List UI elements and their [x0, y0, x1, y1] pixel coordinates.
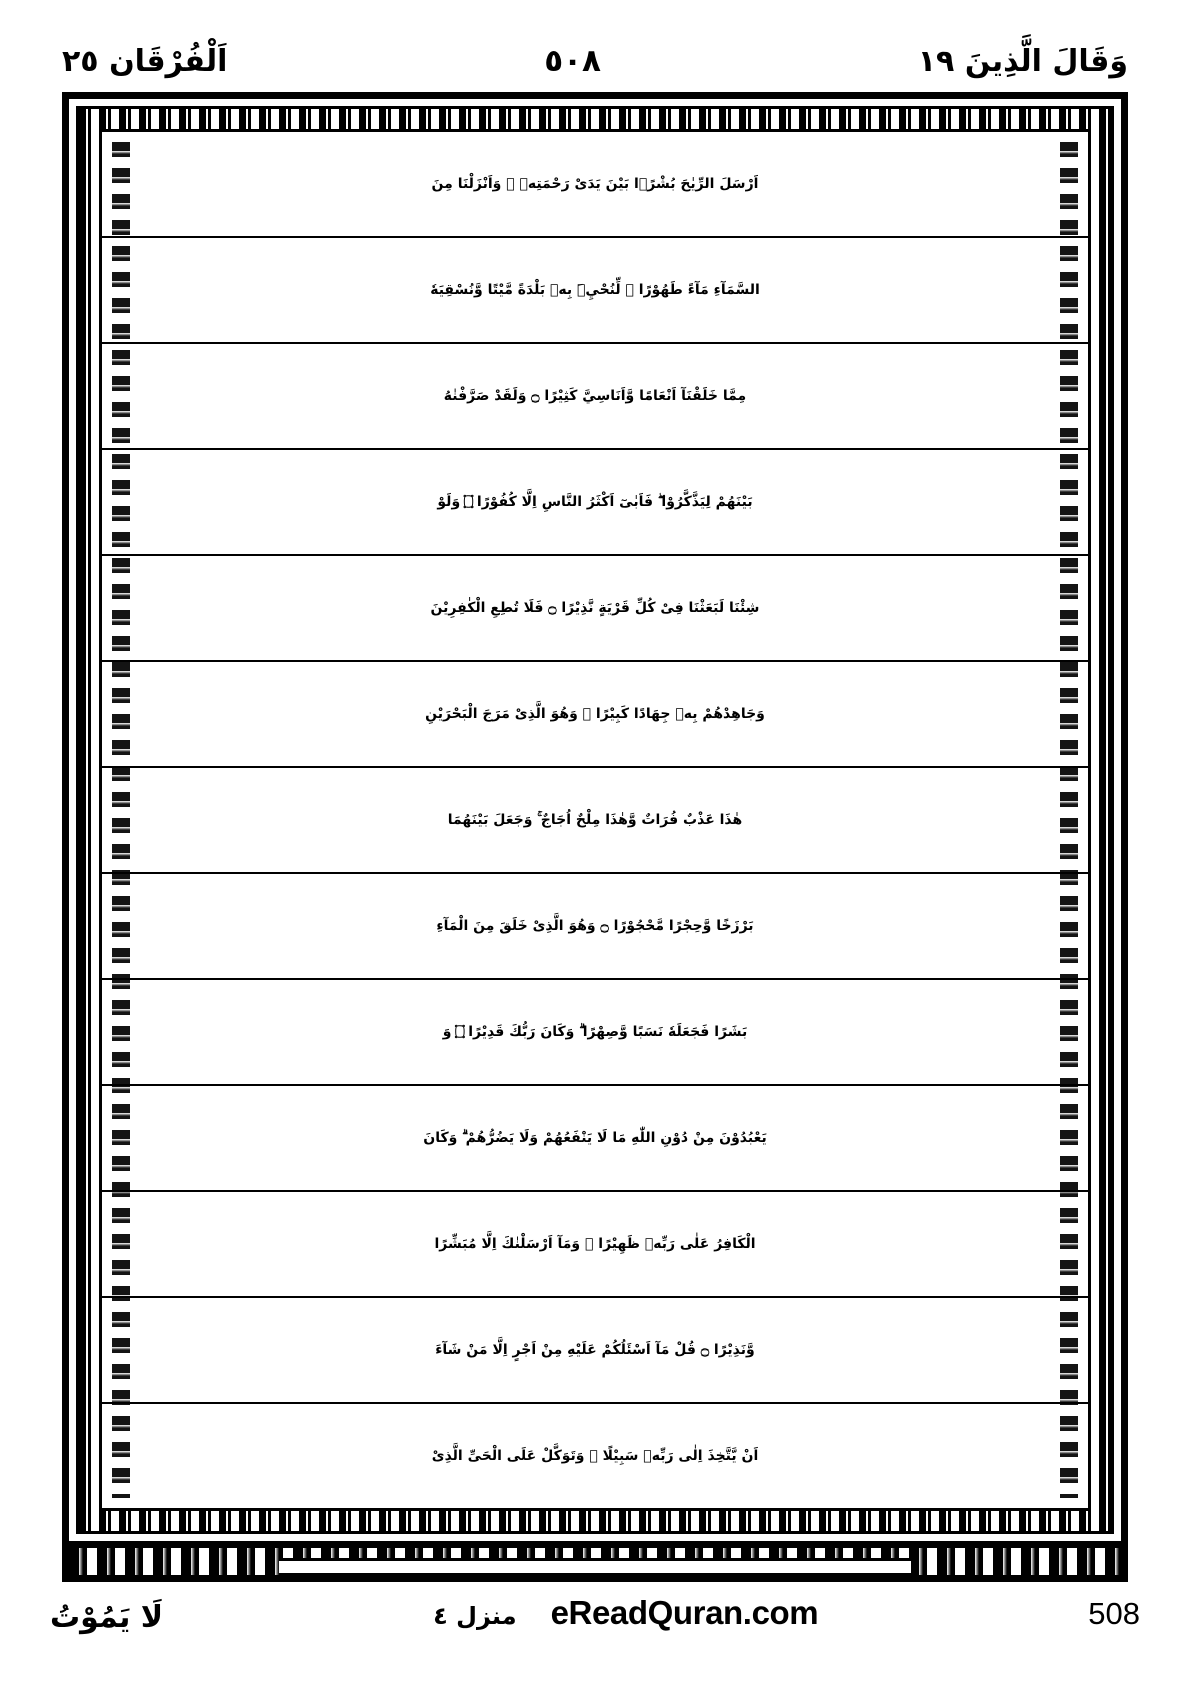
footer-center-group — [433, 1590, 818, 1632]
ayah-line-text: السَّمَآءِ مَآءً طَهُوْرًا ۙ لِّنُحْيِۦَ بِهٖ بَلْدَةً مَّيْتًا وَّنُسْقِيَهٗ — [430, 281, 760, 298]
ayah-line — [102, 662, 1088, 768]
ayah-line — [102, 1404, 1088, 1508]
ayah-line — [102, 556, 1088, 662]
header-page-number-arabic: ٥٠٨ — [544, 43, 601, 79]
ayah-line-text: بَرْزَخًا وَّحِجْرًا مَّحْجُوْرًا ۝ وَهُوَ الَّذِىْ خَلَقَ مِنَ الْمَآءِ — [436, 917, 754, 934]
ayah-line — [102, 1298, 1088, 1404]
ayah-line-text: يَعْبُدُوْنَ مِنْ دُوْنِ اللّٰهِ مَا لَا يَنْفَعُهُمْ وَلَا يَضُرُّهُمْ ۗ وَكَانَ — [423, 1129, 767, 1146]
ayah-line-list — [102, 132, 1088, 1508]
ayah-line-text: مِمَّا خَلَقْنَآ اَنْعَامًا وَّاَنَاسِيَّ كَثِيْرًا ۝ وَلَقَدْ صَرَّفْنٰهُ — [443, 387, 747, 404]
ayah-line — [102, 768, 1088, 874]
ayah-line — [102, 238, 1088, 344]
footer-page-number: 508 — [1088, 1596, 1140, 1631]
ayah-line-text: بَشَرًا فَجَعَلَهٗ نَسَبًا وَّصِهْرًا ۗ وَكَانَ رَبُّكَ قَدِيْرًا ۝ وَ — [442, 1023, 748, 1040]
surah-label: اَلْفُرْقَان ٢٥ — [62, 43, 228, 79]
ayah-line-text: شِئْنَا لَبَعَثْنَا فِىْ كُلِّ قَرْيَةٍ نَّذِيْرًا ۝ فَلَا تُطِعِ الْكٰفِرِيْنَ — [430, 599, 760, 616]
bottom-ornament-band — [62, 1548, 1128, 1582]
site-label: eReadQuran.com — [550, 1594, 819, 1631]
ayah-line-text: الْكَافِرُ عَلٰى رَبِّهٖ ظَهِيْرًا ۝ وَمَآ اَرْسَلْنٰكَ اِلَّا مُبَشِّرًا — [434, 1235, 756, 1252]
ayah-line-text: وَجَاهِدْهُمْ بِهٖ جِهَادًا كَبِيْرًا ۝ وَهُوَ الَّذِىْ مَرَجَ الْبَحْرَيْنِ — [425, 705, 765, 722]
ayah-line-text: وَّنَذِيْرًا ۝ قُلْ مَآ اَسْئَلُكُمْ عَلَيْهِ مِنْ اَجْرٍ اِلَّا مَنْ شَآءَ — [435, 1341, 755, 1358]
manzil-label: منزل ٤ — [433, 1602, 517, 1630]
text-frame-inner — [99, 129, 1091, 1511]
page-header — [62, 34, 1128, 88]
ayah-line — [102, 450, 1088, 556]
ayah-line — [102, 1192, 1088, 1298]
ayah-line-text: اَرْسَلَ الرِّيٰحَ بُشْرًۢا بَيْنَ يَدَىْ رَحْمَتِهٖ ۚ وَاَنْزَلْنَا مِنَ — [431, 175, 759, 192]
ayah-line-text: اَنْ يَّتَّخِذَ اِلٰى رَبِّهٖ سَبِيْلًا ۝ وَتَوَكَّلْ عَلَى الْحَىِّ الَّذِىْ — [431, 1447, 759, 1464]
continuation-text: لَا يَمُوْتُ — [50, 1600, 164, 1635]
ayah-line — [102, 344, 1088, 450]
ayah-line-text: بَيْنَهُمْ لِيَذَّكَّرُوْا ۖ فَاَبٰىٓ اَكْثَرُ النَّاسِ اِلَّا كُفُوْرًا ۝ وَلَوْ — [437, 493, 753, 510]
ayah-line — [102, 980, 1088, 1086]
juz-label: وَقَالَ الَّذِينَ ١٩ — [917, 43, 1128, 79]
ayah-line — [102, 1086, 1088, 1192]
ayah-line — [102, 132, 1088, 238]
text-frame-outer — [62, 92, 1128, 1548]
ayah-line — [102, 874, 1088, 980]
page-footer — [50, 1590, 1140, 1670]
ayah-line-text: هٰذَا عَذْبٌ فُرَاتٌ وَّهٰذَا مِلْحٌ اُجَاجٌ ۚ وَجَعَلَ بَيْنَهُمَا — [447, 811, 743, 828]
